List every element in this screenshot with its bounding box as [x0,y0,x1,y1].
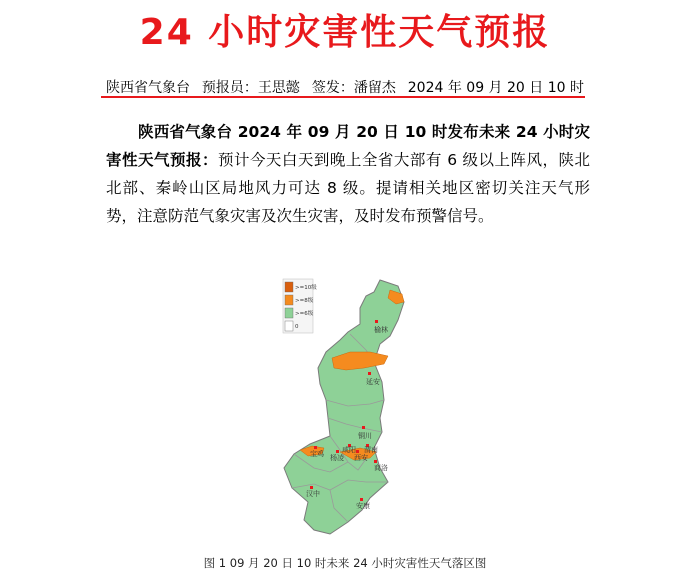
legend-label: 0 [295,324,299,330]
figure-caption: 图 1 09 月 20 日 10 时未来 24 小时灾害性天气落区图 [203,556,487,570]
header-divider [101,96,585,98]
city-label: 咸阳 [342,446,356,454]
document-meta [106,77,584,97]
city-label: 宝鸡 [310,450,324,458]
city-label: 延安 [366,378,380,386]
legend-label: >=10级 [295,285,317,291]
signer: 签发：潘留杰 [311,80,396,96]
city-label: 安康 [356,502,370,510]
issuer: 陕西省气象台 [106,80,190,96]
legend-label: >=6级 [295,311,314,317]
city-label: 杨凌 [330,454,344,462]
map-legend [283,279,317,333]
city-label: 榆林 [374,326,388,334]
forecast-map [270,272,440,544]
city-label: 铜川 [358,432,372,440]
city-label: 西安 [354,454,368,462]
issue-datetime: 2024 年 09 月 20 日 10 时 [407,80,584,96]
forecast-paragraph [106,118,590,230]
legend-label: >=8级 [295,298,314,304]
city-label: 渭南 [364,446,378,454]
city-label: 商洛 [374,464,388,472]
city-label: 汉中 [306,490,320,498]
forecast-text: 预计今天白天到晚上全省大部有 6 级以上阵风，陕北北部、秦岭山区局地风力可达 8 级。提请相关地区密切关注天气形势，注意防范气象灾害及次生灾害，及时发布预警信号。 [106,151,590,225]
forecast-lead: 陕西省气象台 2024 年 09 月 20 日 10 时发布未来 24 小时灾害性天气预报： [106,123,590,169]
page-title: 24 小时灾害性天气预报 [139,12,551,53]
forecaster: 预报员：王思懿 [201,80,300,96]
